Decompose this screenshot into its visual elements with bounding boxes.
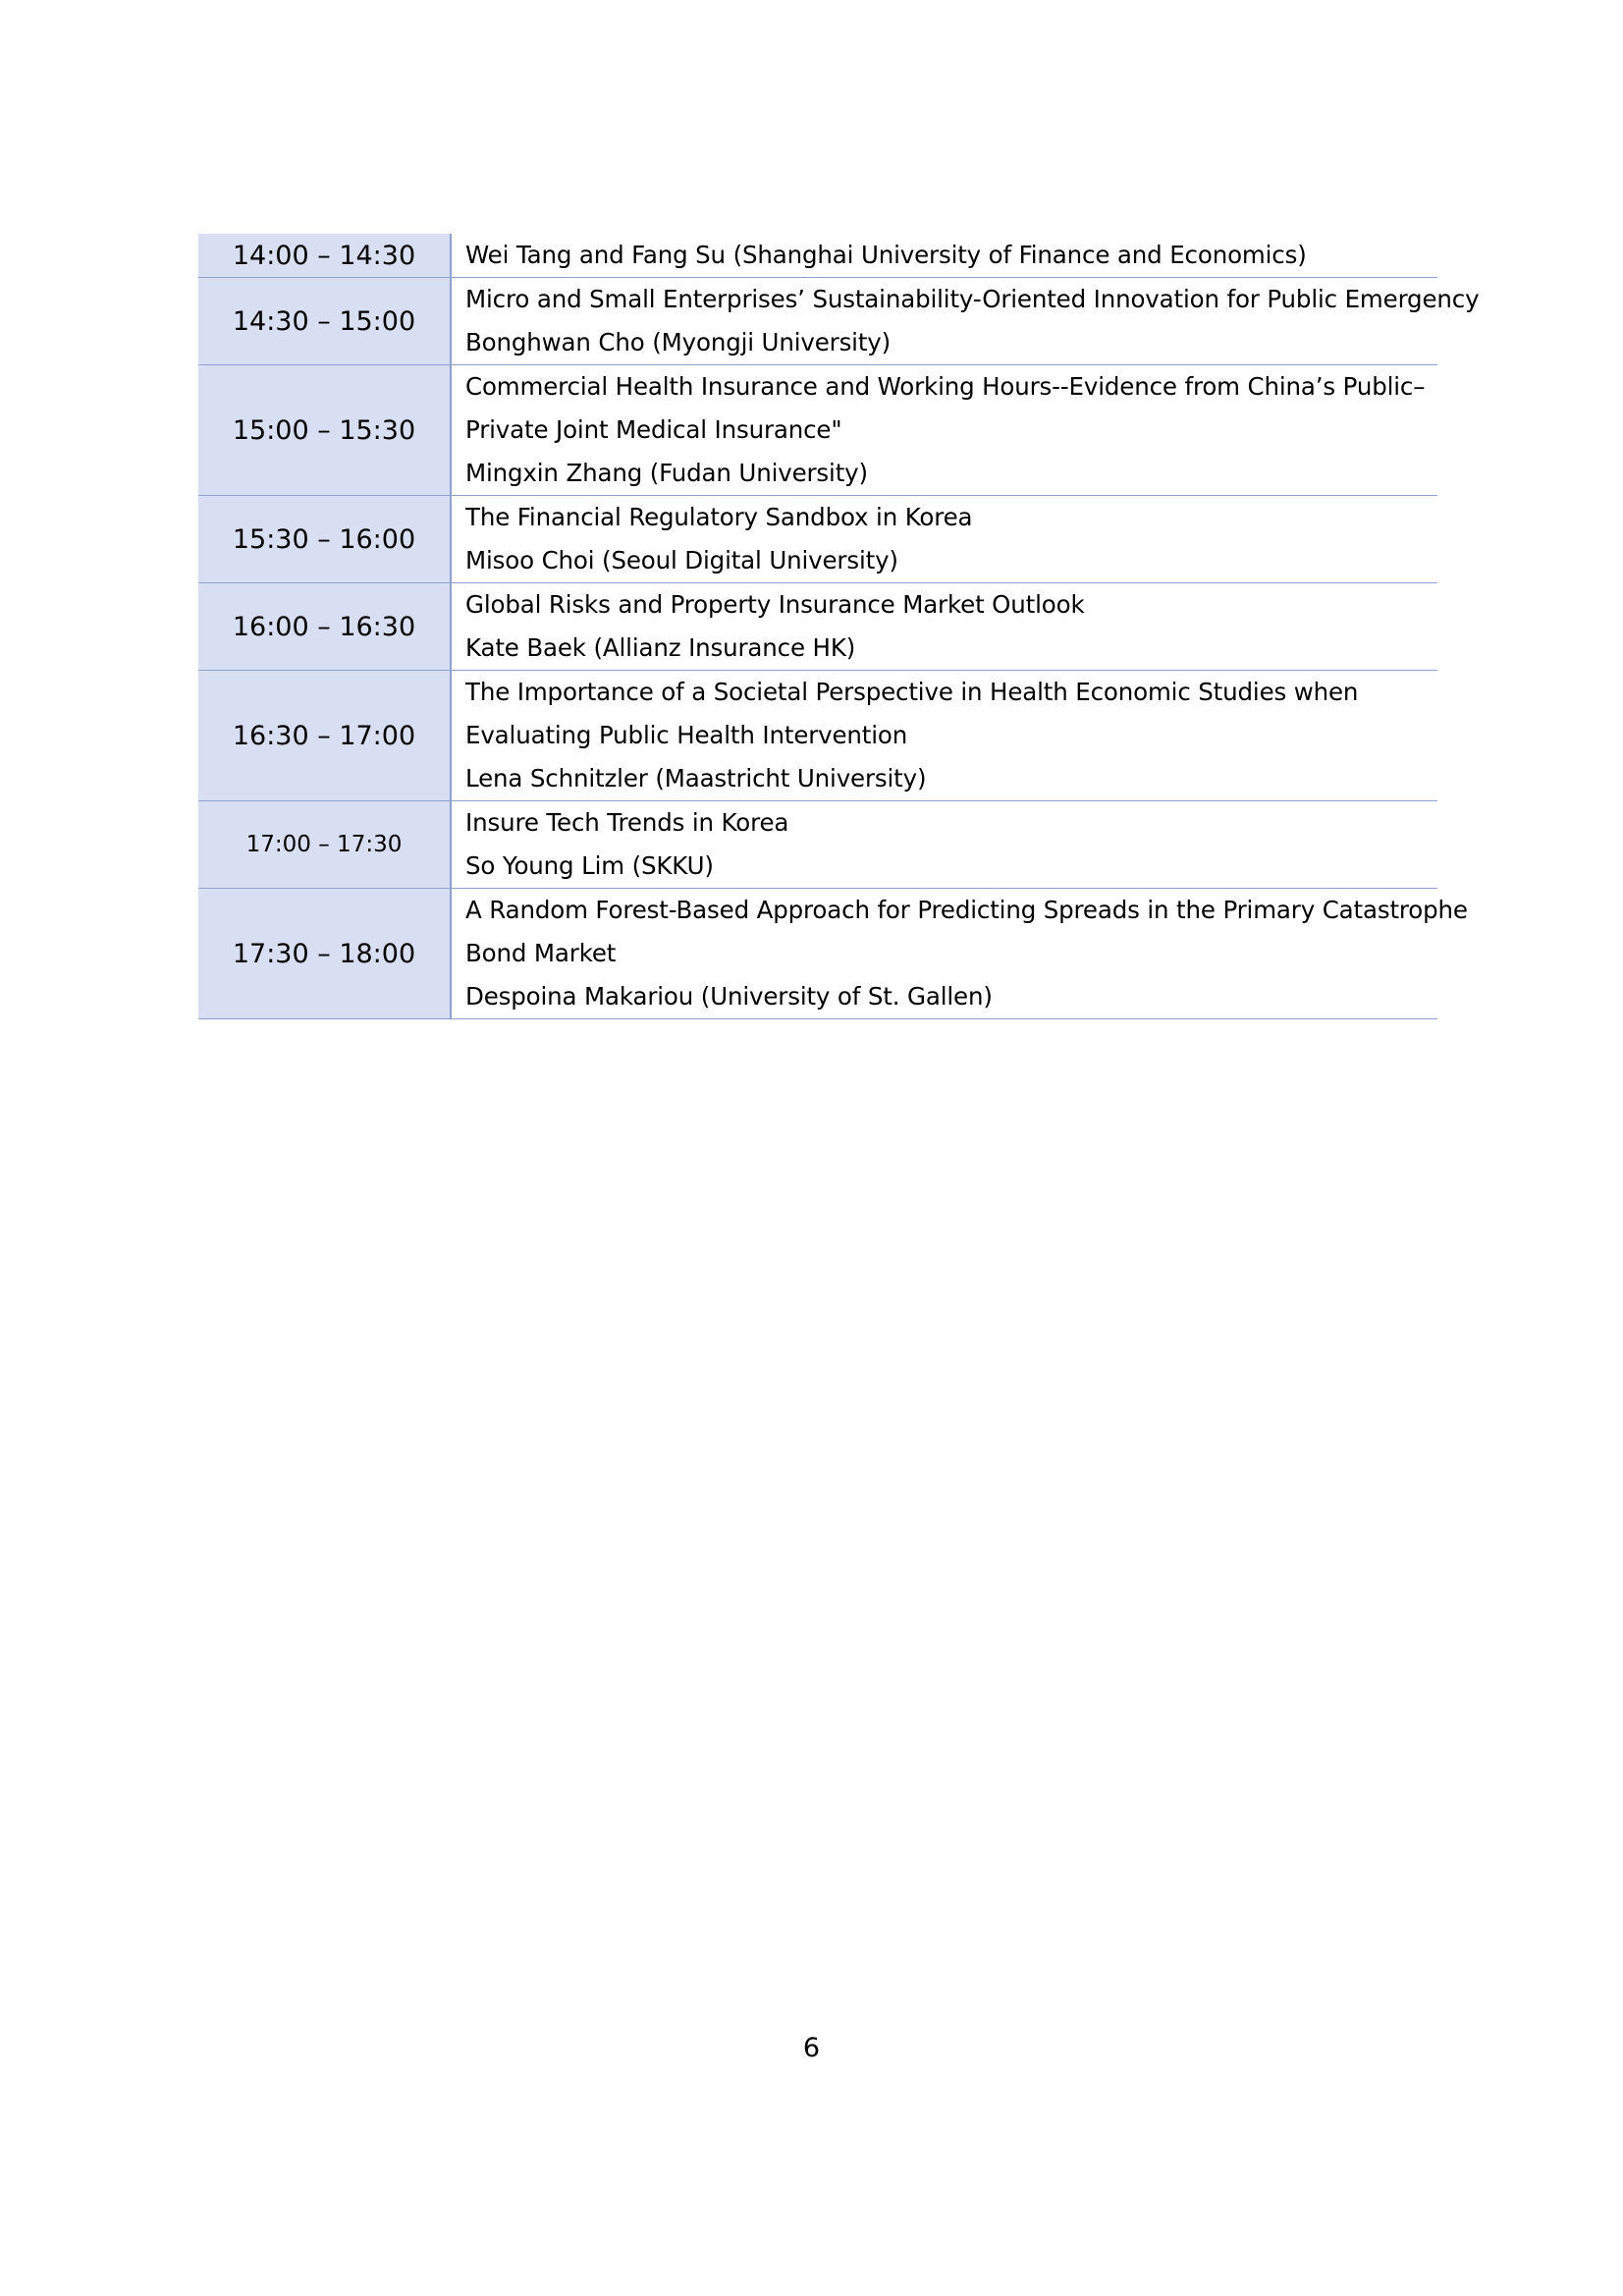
schedule-row (198, 671, 1437, 801)
session-details (451, 365, 1437, 496)
session-title: The Financial Regulatory Sandbox in Korea (465, 503, 973, 531)
schedule-row (198, 496, 1437, 583)
session-details (451, 583, 1437, 671)
session-title-continued: Bond Market (465, 939, 617, 967)
session-speaker: Despoina Makariou (University of St. Gallen) (465, 982, 993, 1011)
session-time: 14:30 – 15:00 (198, 278, 451, 365)
session-speaker: Kate Baek (Allianz Insurance HK) (465, 633, 856, 662)
session-speaker: So Young Lim (SKKU) (465, 851, 714, 880)
session-title: Global Risks and Property Insurance Market Outlook (465, 590, 1085, 619)
session-title-continued: Private Joint Medical Insurance" (465, 415, 842, 444)
session-time: 15:30 – 16:00 (198, 496, 451, 583)
schedule-row (198, 365, 1437, 496)
schedule-row (198, 278, 1437, 365)
schedule-table (198, 234, 1480, 1019)
session-details (451, 671, 1437, 801)
session-title: Micro and Small Enterprises’ Sustainability-Oriented Innovation for Public Emergency (465, 285, 1480, 313)
session-time: 16:00 – 16:30 (198, 583, 451, 671)
session-time: 14:00 – 14:30 (198, 234, 451, 278)
session-speaker: Lena Schnitzler (Maastricht University) (465, 764, 927, 793)
page-number: 6 (802, 2033, 821, 2063)
session-title: The Importance of a Societal Perspective in Health Economic Studies when (465, 678, 1359, 706)
session-title: Commercial Health Insurance and Working Hours--Evidence from China’s Public– (465, 372, 1426, 401)
schedule-row (198, 583, 1437, 671)
schedule-row (198, 234, 1437, 278)
session-speaker: Bonghwan Cho (Myongji University) (465, 328, 892, 356)
session-time: 16:30 – 17:00 (198, 671, 451, 801)
session-time: 15:00 – 15:30 (198, 365, 451, 496)
session-details (451, 278, 1480, 365)
session-title-continued: Evaluating Public Health Intervention (465, 721, 908, 749)
session-speaker: Wei Tang and Fang Su (Shanghai University of Finance and Economics) (465, 241, 1307, 269)
schedule-row (198, 889, 1437, 1019)
session-details (451, 801, 1437, 889)
session-speaker: Misoo Choi (Seoul Digital University) (465, 546, 898, 574)
session-title: A Random Forest-Based Approach for Predicting Spreads in the Primary Catastrophe (465, 896, 1468, 924)
session-details (451, 496, 1437, 583)
session-time: 17:00 – 17:30 (198, 801, 451, 889)
session-speaker: Mingxin Zhang (Fudan University) (465, 459, 868, 487)
session-time: 17:30 – 18:00 (198, 889, 451, 1019)
schedule-row (198, 801, 1437, 889)
session-details (451, 889, 1468, 1019)
session-title: Insure Tech Trends in Korea (465, 808, 789, 837)
session-details (451, 234, 1437, 278)
